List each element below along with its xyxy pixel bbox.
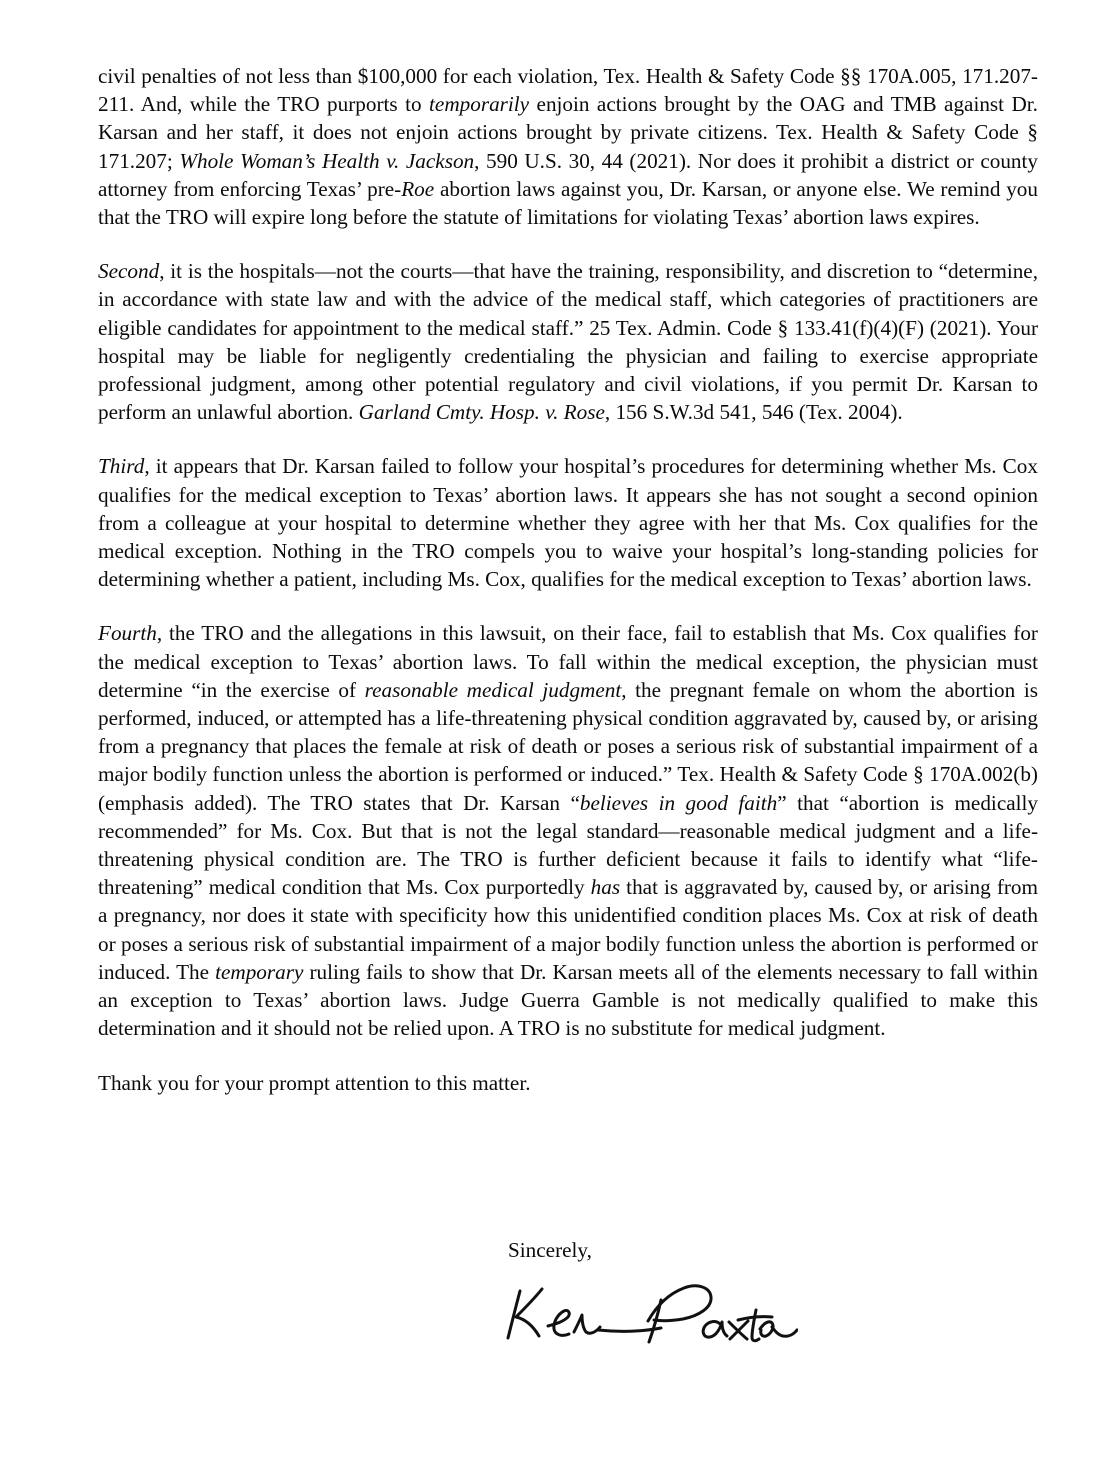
signature-ken-paxton bbox=[498, 1272, 798, 1354]
closing-block bbox=[508, 1236, 928, 1264]
paragraph-3: Third, it appears that Dr. Karsan failed to follow your hospital’s procedures for determining whether Ms. Cox qualifies for the medical exception to Texas’ abortion laws. It appears she has not sought a second opinion from a colleague at your hospital to determine whether they agree with her that Ms. Cox qualifies for the medical exception. Nothing in the TRO compels you to waive your hospital’s long-standing policies for determining whether a patient, including Ms. Cox, qualifies for the medical exception to Texas’ abortion laws. bbox=[98, 454, 1038, 592]
paragraph-4: Fourth, the TRO and the allegations in this lawsuit, on their face, fail to establish that Ms. Cox qualifies for the medical exception to Texas’ abortion laws. To fall within the medical exception, the physician must determine “in the exercise of reasonable medical judgment, the pregnant female on whom the abortion is performed, induced, or attempted has a life-threatening physical condition aggravated by, caused by, or arising from a pregnancy that places the female at risk of death or poses a serious risk of substantial impairment of a major bodily function unless the abortion is performed or induced.” Tex. Health & Safety Code § 170A.002(b) (emphasis added). The TRO states that Dr. Karsan “believes in good faith” that “abortion is medically recommended” for Ms. Cox. But that is not the legal standard—reasonable medical judgment and a life-threatening physical condition are. The TRO is further deficient because it fails to identify what “life-threatening” medical condition that Ms. Cox purportedly has that is aggravated by, caused by, or arising from a pregnancy, nor does it state with specificity how this unidentified condition places Ms. Cox at risk of death or poses a serious risk of substantial impairment of a major bodily function unless the abortion is performed or induced. The temporary ruling fails to show that Dr. Karsan meets all of the elements necessary to fall within an exception to Texas’ abortion laws. Judge Guerra Gamble is not medically qualified to make this determination and it should not be relied upon. A TRO is no substitute for medical judgment. bbox=[98, 621, 1039, 1041]
closing-salutation: Sincerely, bbox=[508, 1238, 592, 1262]
paragraph-1: civil penalties of not less than $100,000 for each violation, Tex. Health & Safety Code §§ 170A.005, 171.207-211. And, while the TRO purports to temporarily enjoin actions brought by the OAG and TMB against Dr. Karsan and her staff, it does not enjoin actions brought by private citizens. Tex. Health & Safety Code § 171.207; Whole Woman’s Health v. Jackson, 590 U.S. 30, 44 (2021). Nor does it prohibit a district or county attorney from enforcing Texas’ pre-Roe abortion laws against you, Dr. Karsan, or anyone else. We remind you that the TRO will expire long before the statute of limitations for violating Texas’ abortion laws expires. bbox=[98, 64, 1039, 230]
paragraph-2: Second, it is the hospitals—not the courts—that have the training, responsibility, and discretion to “determine, in accordance with state law and with the advice of the medical staff, which categories of practitioners are eligible candidates for appointment to the medical staff.” 25 Tex. Admin. Code § 133.41(f)(4)(F) (2021). Your hospital may be liable for negligently credentialing the physician and failing to exercise appropriate professional judgment, among other potential regulatory and civil violations, if you permit Dr. Karsan to perform an unlawful abortion. Garland Cmty. Hosp. v. Rose, 156 S.W.3d 541, 546 (Tex. 2004). bbox=[98, 259, 1038, 425]
letter-body bbox=[98, 62, 1038, 1097]
paragraph-closing-thanks: Thank you for your prompt attention to this matter. bbox=[98, 1070, 531, 1095]
